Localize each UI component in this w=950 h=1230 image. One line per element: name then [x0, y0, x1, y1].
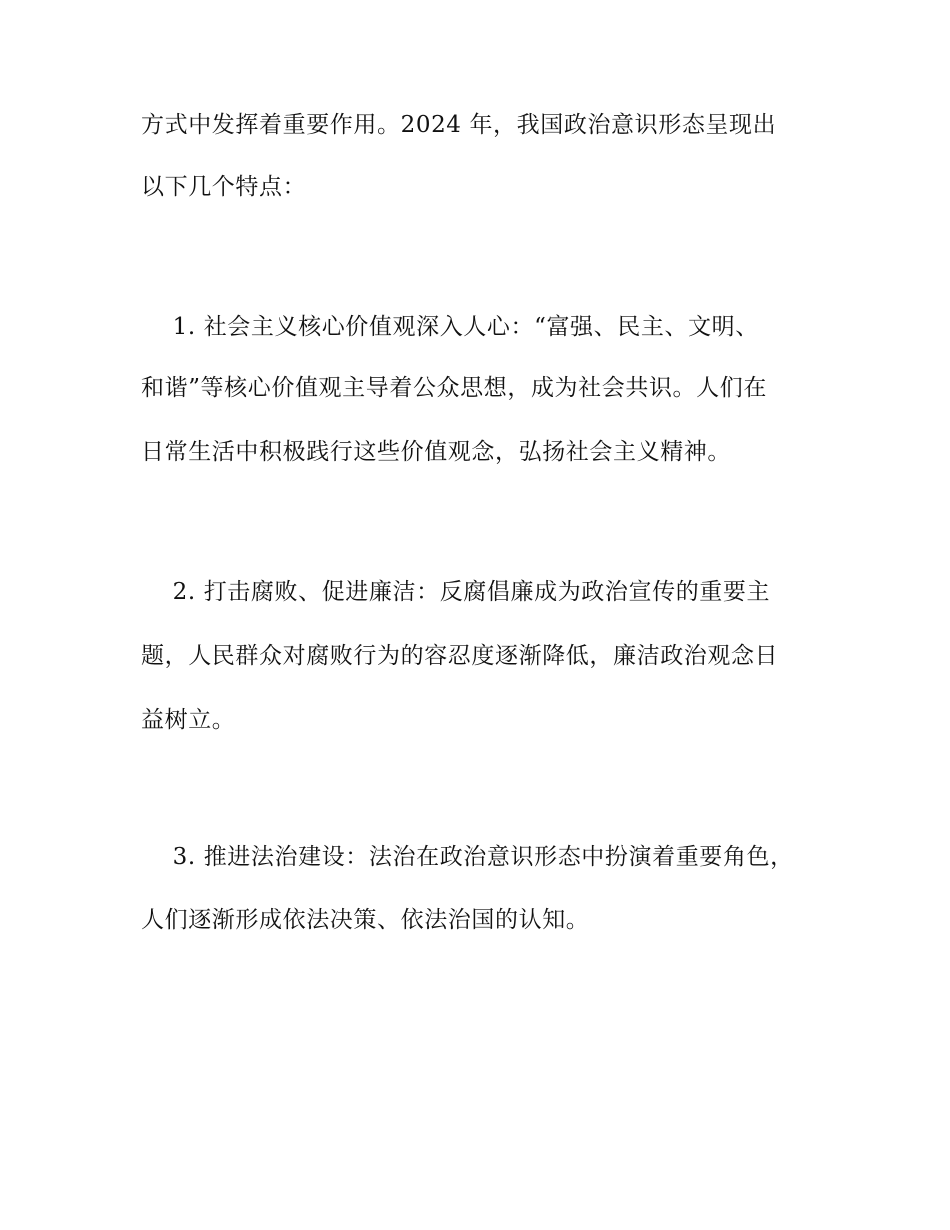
- point1-line-1: 1. 社会主义核心价值观深入人心：“富强、民主、文明、: [141, 314, 759, 340]
- intro-line-1: 方式中发挥着重要作用。2024 年，我国政治意识形态呈现出: [141, 112, 777, 138]
- point2-line-1: 2. 打击腐败、促进廉洁：反腐倡廉成为政治宣传的重要主: [141, 579, 771, 605]
- point3-line-1: 3. 推进法治建设：法治在政治意识形态中扮演着重要角色，: [141, 844, 794, 870]
- point1-line-2: 和谐”等核心价值观主导着公众思想，成为社会共识。人们在: [141, 375, 767, 401]
- point1-line-3: 日常生活中积极践行这些价值观念，弘扬社会主义精神。: [141, 439, 731, 465]
- point2-line-3: 益树立。: [141, 707, 236, 733]
- point2-line-2: 题，人民群众对腐败行为的容忍度逐渐降低，廉洁政治观念日: [141, 643, 779, 669]
- intro-line-2: 以下几个特点：: [141, 174, 307, 200]
- point3-line-2: 人们逐渐形成依法决策、依法治国的认知。: [141, 907, 590, 933]
